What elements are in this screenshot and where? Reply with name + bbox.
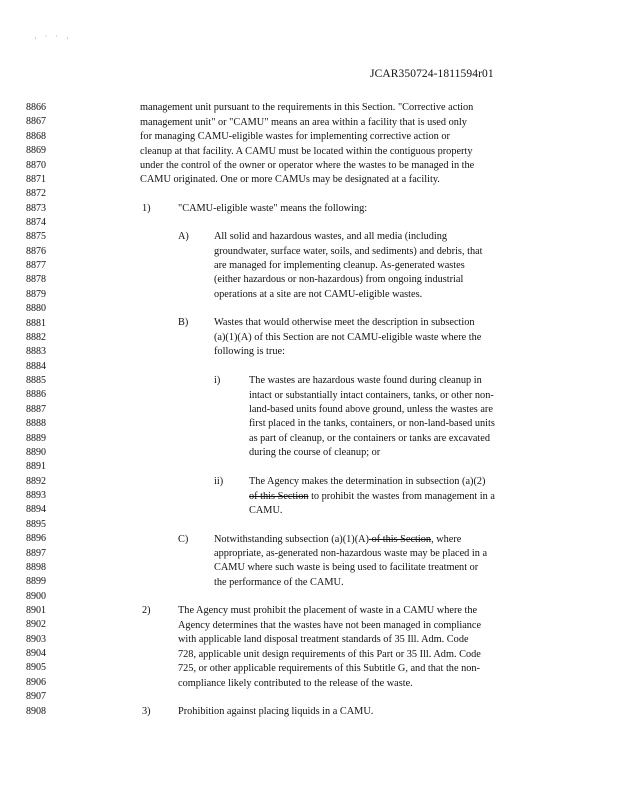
item-C-line: appropriate, as-generated non-hazardous waste may be placed in a	[214, 548, 488, 559]
item-B-i-line: intact or substantially intact containers, tanks, or other non-	[249, 390, 494, 401]
item-B-marker: B)	[178, 317, 189, 328]
intro-line: CAMU originated. One or more CAMUs may be designated at a facility.	[140, 174, 440, 185]
item-B-line: (a)(1)(A) of this Section are not CAMU-eligible waste where the	[214, 332, 482, 343]
intro-line: for managing CAMU-eligible wastes for implementing corrective action or	[140, 131, 450, 142]
item-B-i-line: first placed in the tanks, containers, or non-land-based units	[249, 418, 495, 429]
item-B-ii-line	[249, 491, 495, 502]
scan-artifact: · ˙ ˙ ·	[34, 34, 72, 43]
line-number: 8896	[26, 533, 46, 545]
line-number: 8899	[26, 576, 46, 588]
intro-line: management unit" or "CAMU" means an area within a facility that is used only	[140, 117, 467, 128]
line-number: 8876	[26, 245, 46, 257]
item-C-marker: C)	[178, 534, 189, 545]
line-number: 8873	[26, 202, 46, 214]
item-B-ii-text: to prohibit the wastes from management in a	[308, 491, 495, 502]
item-3-text: Prohibition against placing liquids in a CAMU.	[178, 706, 374, 717]
intro-line: under the control of the owner or operator where the wastes to be managed in the	[140, 160, 475, 171]
item-2-line: The Agency must prohibit the placement of waste in a CAMU where the	[178, 605, 478, 616]
item-C-line	[214, 534, 461, 545]
line-number: 8871	[26, 173, 46, 185]
item-B-i-marker: i)	[214, 375, 221, 386]
line-number: 8897	[26, 547, 46, 559]
item-B-line: Wastes that would otherwise meet the description in subsection	[214, 317, 475, 328]
item-2-line: 728, applicable unit design requirements of this Part or 35 Ill. Adm. Code	[178, 649, 481, 660]
line-number: 8880	[26, 303, 46, 315]
line-number: 8875	[26, 231, 46, 243]
intro-line: cleanup at that facility. A CAMU must be located within the contiguous property	[140, 146, 473, 157]
line-number: 8891	[26, 461, 46, 473]
item-B-i-line: land-based units found above ground, unless the wastes are	[249, 404, 493, 415]
item-A-line: operations at a site are not CAMU-eligible wastes.	[214, 289, 423, 300]
item-B-ii-marker: ii)	[214, 476, 224, 487]
item-1-marker: 1)	[142, 203, 151, 214]
line-number: 8906	[26, 676, 46, 688]
line-number: 8900	[26, 590, 46, 602]
line-number: 8870	[26, 159, 46, 171]
line-number: 8879	[26, 288, 46, 300]
item-A-line: groundwater, surface water, soils, and sediments) and debris, that	[214, 246, 483, 257]
line-number: 8886	[26, 389, 46, 401]
line-number: 8866	[26, 102, 46, 113]
item-C-text: Notwithstanding subsection (a)(1)(A)	[214, 534, 369, 545]
item-2-marker: 2)	[142, 605, 151, 616]
intro-line: management unit pursuant to the requirements in this Section. "Corrective action	[140, 102, 474, 113]
item-B-i-line: as part of cleanup, or the containers or tanks are excavated	[249, 433, 491, 444]
line-number: 8903	[26, 633, 46, 645]
line-number: 8872	[26, 188, 46, 200]
line-number: 8889	[26, 432, 46, 444]
item-2-line: Agency determines that the wastes have not been managed in compliance	[178, 620, 482, 631]
line-number: 8885	[26, 375, 46, 386]
line-number: 8901	[26, 605, 46, 616]
item-A-line: (either hazardous or non-hazardous) from ongoing industrial	[214, 274, 464, 285]
line-number: 8881	[26, 317, 46, 329]
line-number: 8878	[26, 274, 46, 286]
item-B-line: following is true:	[214, 346, 285, 357]
line-number: 8882	[26, 331, 46, 343]
item-B-i-line: during the course of cleanup; or	[249, 447, 381, 458]
line-number: 8874	[26, 217, 46, 228]
item-2-line: with applicable land disposal treatment standards of 35 Ill. Adm. Code	[178, 634, 469, 645]
line-number: 8908	[26, 705, 46, 717]
item-C-line: CAMU where such waste is being used to facilitate treatment or	[214, 562, 479, 573]
item-B-i-line: The wastes are hazardous waste found during cleanup in	[249, 375, 482, 386]
line-number: 8905	[26, 662, 46, 674]
document-id: JCAR350724-1811594r01	[370, 68, 494, 80]
line-number: 8884	[26, 360, 46, 372]
item-A-line: are managed for implementing cleanup. As-generated wastes	[214, 260, 465, 271]
line-number: 8894	[26, 504, 46, 516]
item-A-line: All solid and hazardous wastes, and all media (including	[214, 231, 448, 242]
line-number: 8869	[26, 145, 46, 157]
line-number: 8888	[26, 418, 46, 430]
line-number: 8907	[26, 691, 46, 703]
item-B-ii-line: CAMU.	[249, 505, 283, 516]
line-number: 8892	[26, 475, 46, 487]
line-number: 8895	[26, 518, 46, 530]
line-number: 8868	[26, 130, 46, 142]
line-number: 8890	[26, 446, 46, 458]
line-number: 8883	[26, 346, 46, 358]
line-number: 8898	[26, 561, 46, 573]
item-A-marker: A)	[178, 231, 189, 242]
item-3-marker: 3)	[142, 706, 151, 717]
line-number: 8887	[26, 403, 46, 415]
item-2-line: compliance likely contributed to the release of the waste.	[178, 678, 413, 689]
item-2-line: 725, or other applicable requirements of this Subtitle G, and that the non-	[178, 663, 480, 674]
struck-text: of this Section	[369, 534, 432, 545]
line-number: 8904	[26, 648, 46, 660]
line-number: 8867	[26, 116, 46, 128]
line-number: 8902	[26, 619, 46, 631]
item-C-line: the performance of the CAMU.	[214, 577, 344, 588]
line-number: 8893	[26, 490, 46, 501]
item-C-text: , where	[431, 534, 462, 545]
line-number: 8877	[26, 260, 46, 272]
item-B-ii-line: The Agency makes the determination in subsection (a)(2)	[249, 476, 486, 487]
struck-text: of this Section	[249, 491, 309, 502]
item-1-text: "CAMU-eligible waste" means the following:	[178, 203, 368, 214]
